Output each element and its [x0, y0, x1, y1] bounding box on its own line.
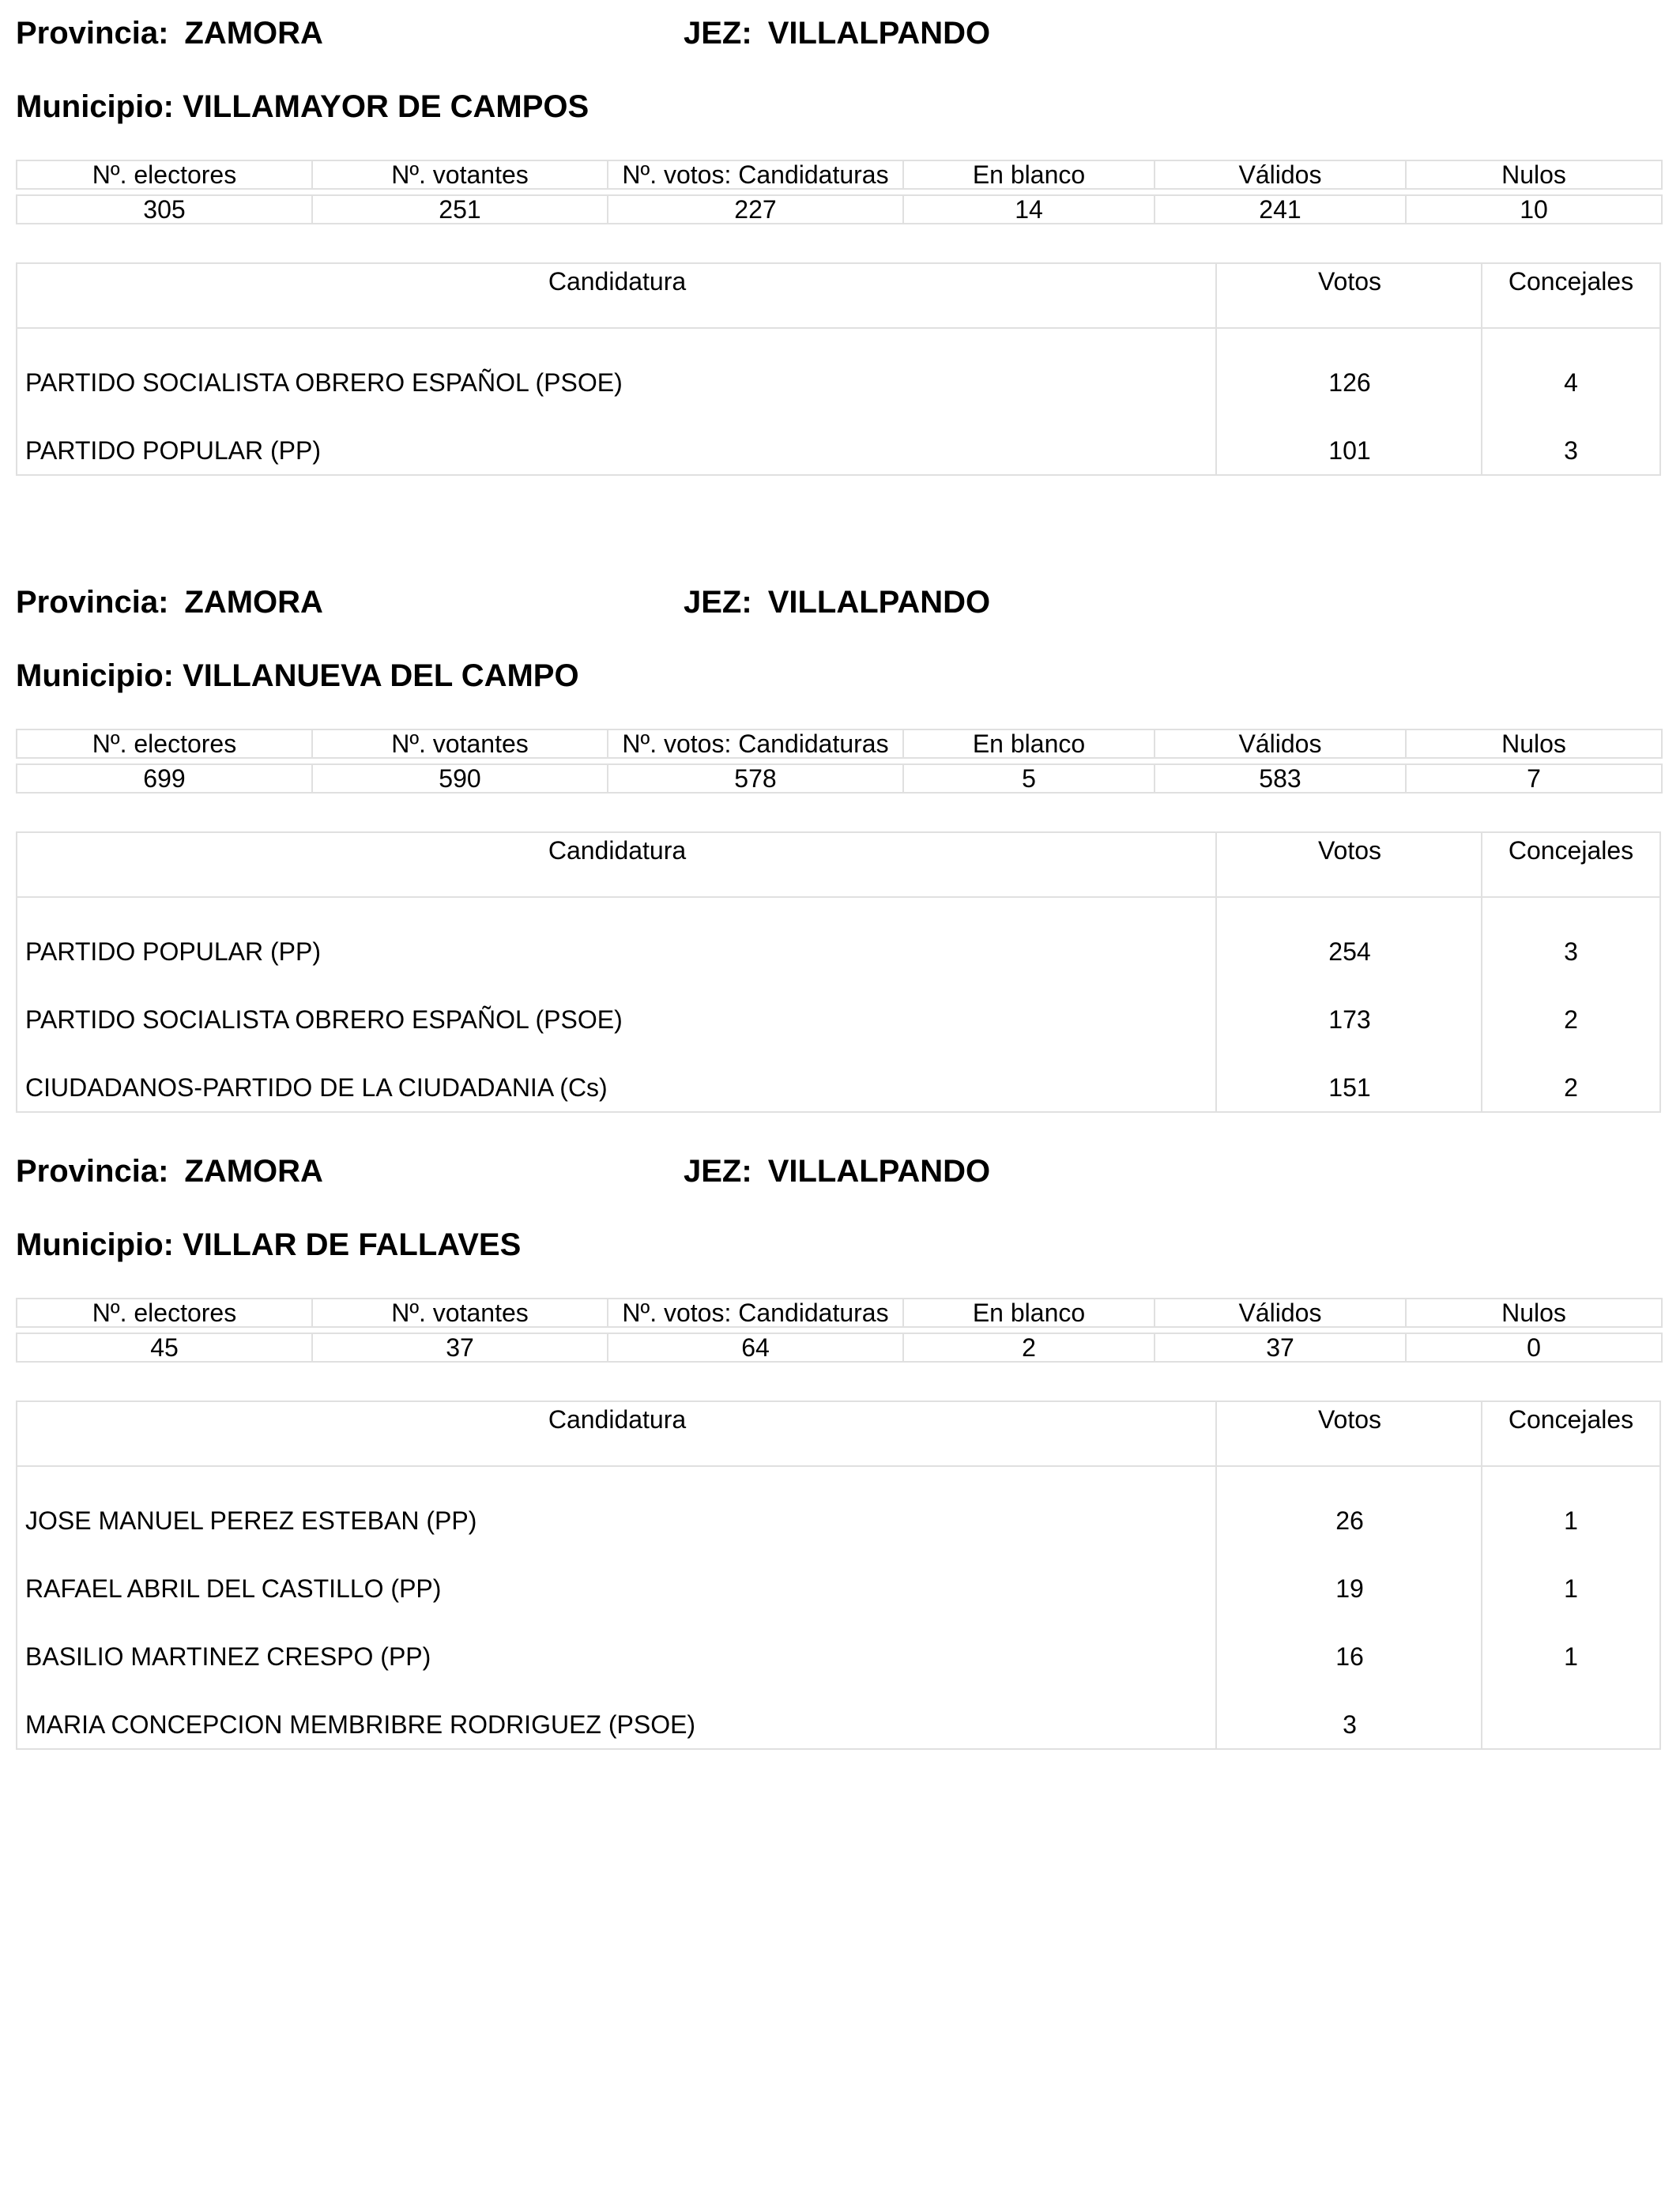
candidate-name: MARIA CONCEPCION MEMBRIBRE RODRIGUEZ (PSOE): [25, 1710, 696, 1739]
votos-header: Votos: [1317, 836, 1382, 865]
stats-value-cell: 251: [312, 195, 608, 224]
candidate-concejales: 3: [1564, 937, 1578, 966]
candidate-votes: 26: [1335, 1506, 1364, 1535]
provincia-heading: [16, 1154, 323, 1189]
candidatura-header: Candidatura: [548, 1405, 687, 1434]
candidate-name: JOSE MANUEL PEREZ ESTEBAN (PP): [25, 1506, 477, 1535]
provincia-heading: [16, 16, 323, 51]
municipio-heading: [16, 89, 589, 125]
jez-value: VILLALPANDO: [767, 16, 991, 51]
candidate-name: CIUDADANOS-PARTIDO DE LA CIUDADANIA (Cs): [25, 1073, 608, 1102]
table-row: [17, 406, 1659, 474]
stats-value-cell: 699: [17, 764, 312, 793]
table-row: [17, 1680, 1659, 1748]
concejales-header: Concejales: [1508, 1405, 1634, 1434]
stats-table: [16, 1298, 1663, 1363]
stats-header-cell: Nº. votos: Candidaturas: [608, 1299, 903, 1327]
municipality-section: [16, 0, 1661, 545]
municipio-value: VILLAMAYOR DE CAMPOS: [183, 89, 590, 124]
stats-header-cell: Nulos: [1406, 1299, 1662, 1327]
stats-header-cell: En blanco: [903, 729, 1155, 758]
candidate-votes: 151: [1328, 1073, 1371, 1102]
candidate-votes: 101: [1328, 436, 1371, 465]
candidate-name: BASILIO MARTINEZ CRESPO (PP): [25, 1642, 431, 1671]
municipio-value: VILLANUEVA DEL CAMPO: [183, 658, 579, 693]
candidate-name: PARTIDO SOCIALISTA OBRERO ESPAÑOL (PSOE): [25, 368, 623, 397]
stats-value-cell: 305: [17, 195, 312, 224]
stats-header-cell: Válidos: [1155, 729, 1406, 758]
stats-value-cell: 10: [1406, 195, 1662, 224]
candidate-name: PARTIDO POPULAR (PP): [25, 436, 321, 465]
candidate-concejales: 3: [1564, 436, 1578, 465]
stats-value-cell: 37: [1155, 1333, 1406, 1362]
municipio-heading: [16, 1227, 521, 1263]
municipio-label: Municipio:: [16, 658, 174, 693]
provincia-value: ZAMORA: [184, 1154, 323, 1189]
candidate-concejales: 1: [1564, 1642, 1578, 1671]
stats-value-cell: 7: [1406, 764, 1662, 793]
stats-value-row: [17, 764, 1662, 793]
candidates-header: [17, 1402, 1659, 1467]
table-row: [17, 1544, 1659, 1612]
candidatura-header: Candidatura: [548, 267, 687, 296]
candidate-votes: 126: [1328, 368, 1371, 397]
candidate-votes: 3: [1343, 1710, 1357, 1739]
concejales-header: Concejales: [1508, 267, 1634, 296]
jez-value: VILLALPANDO: [767, 1154, 991, 1189]
concejales-header: Concejales: [1508, 836, 1634, 865]
stats-header-cell: Nº. votantes: [312, 160, 608, 189]
votos-header: Votos: [1317, 267, 1382, 296]
candidate-name: RAFAEL ABRIL DEL CASTILLO (PP): [25, 1574, 442, 1603]
table-row: [17, 1467, 1659, 1544]
stats-header-cell: En blanco: [903, 1299, 1155, 1327]
stats-header-row: [17, 1299, 1662, 1327]
table-row: [17, 975, 1659, 1043]
candidates-table: [16, 1400, 1661, 1750]
candidates-table: [16, 831, 1661, 1113]
table-row: [17, 898, 1659, 975]
stats-value-cell: 64: [608, 1333, 903, 1362]
stats-header-cell: Válidos: [1155, 1299, 1406, 1327]
candidatura-header: Candidatura: [548, 836, 687, 865]
stats-value-cell: 37: [312, 1333, 608, 1362]
municipio-heading: [16, 658, 579, 694]
municipio-value: VILLAR DE FALLAVES: [183, 1227, 522, 1262]
candidates-body: [17, 329, 1659, 474]
stats-header-cell: Nº. votos: Candidaturas: [608, 729, 903, 758]
table-row: [17, 1043, 1659, 1111]
jez-label: JEZ:: [684, 1154, 752, 1189]
candidate-votes: 254: [1328, 937, 1371, 966]
stats-value-cell: 227: [608, 195, 903, 224]
municipality-section: [16, 569, 1661, 1114]
stats-header-cell: Nº. votantes: [312, 729, 608, 758]
stats-header-row: [17, 729, 1662, 758]
candidate-concejales: [1482, 1701, 1659, 1748]
jez-value: VILLALPANDO: [767, 585, 991, 620]
candidate-name: PARTIDO SOCIALISTA OBRERO ESPAÑOL (PSOE): [25, 1005, 623, 1034]
stats-value-row: [17, 195, 1662, 224]
municipality-section: [16, 1138, 1661, 1739]
stats-value-cell: 2: [903, 1333, 1155, 1362]
candidates-header: [17, 264, 1659, 329]
stats-header-cell: Nº. electores: [17, 729, 312, 758]
stats-header-cell: Válidos: [1155, 160, 1406, 189]
jez-heading: [684, 585, 990, 620]
stats-table: [16, 729, 1663, 794]
candidates-table: [16, 262, 1661, 476]
jez-heading: [684, 1154, 990, 1189]
stats-value-cell: 241: [1155, 195, 1406, 224]
stats-header-cell: Nº. electores: [17, 1299, 312, 1327]
stats-header-cell: Nulos: [1406, 729, 1662, 758]
stats-value-cell: 578: [608, 764, 903, 793]
provincia-heading: [16, 585, 323, 620]
candidate-name: PARTIDO POPULAR (PP): [25, 937, 321, 966]
stats-value-cell: 0: [1406, 1333, 1662, 1362]
candidates-header: [17, 833, 1659, 898]
table-row: [17, 1612, 1659, 1680]
jez-label: JEZ:: [684, 16, 752, 51]
candidate-concejales: 1: [1564, 1574, 1578, 1603]
stats-header-cell: Nulos: [1406, 160, 1662, 189]
candidate-concejales: 2: [1564, 1073, 1578, 1102]
jez-label: JEZ:: [684, 585, 752, 620]
candidate-concejales: 2: [1564, 1005, 1578, 1034]
provincia-label: Provincia:: [16, 16, 169, 51]
candidates-body: [17, 1467, 1659, 1748]
stats-header-cell: Nº. votos: Candidaturas: [608, 160, 903, 189]
provincia-label: Provincia:: [16, 585, 169, 620]
provincia-value: ZAMORA: [184, 16, 323, 51]
municipio-label: Municipio:: [16, 89, 174, 124]
candidate-votes: 19: [1335, 1574, 1364, 1603]
stats-value-row: [17, 1333, 1662, 1362]
candidate-votes: 16: [1335, 1642, 1364, 1671]
candidate-concejales: 1: [1564, 1506, 1578, 1535]
stats-value-cell: 590: [312, 764, 608, 793]
stats-value-cell: 45: [17, 1333, 312, 1362]
candidate-concejales: 4: [1564, 368, 1578, 397]
stats-header-cell: Nº. electores: [17, 160, 312, 189]
candidates-body: [17, 898, 1659, 1111]
stats-value-cell: 583: [1155, 764, 1406, 793]
jez-heading: [684, 16, 990, 51]
provincia-label: Provincia:: [16, 1154, 169, 1189]
stats-table: [16, 160, 1663, 224]
stats-value-cell: 5: [903, 764, 1155, 793]
stats-value-cell: 14: [903, 195, 1155, 224]
table-row: [17, 329, 1659, 406]
stats-header-cell: En blanco: [903, 160, 1155, 189]
stats-header-row: [17, 160, 1662, 189]
votos-header: Votos: [1317, 1405, 1382, 1434]
candidate-votes: 173: [1328, 1005, 1371, 1034]
stats-header-cell: Nº. votantes: [312, 1299, 608, 1327]
municipio-label: Municipio:: [16, 1227, 174, 1262]
provincia-value: ZAMORA: [184, 585, 323, 620]
